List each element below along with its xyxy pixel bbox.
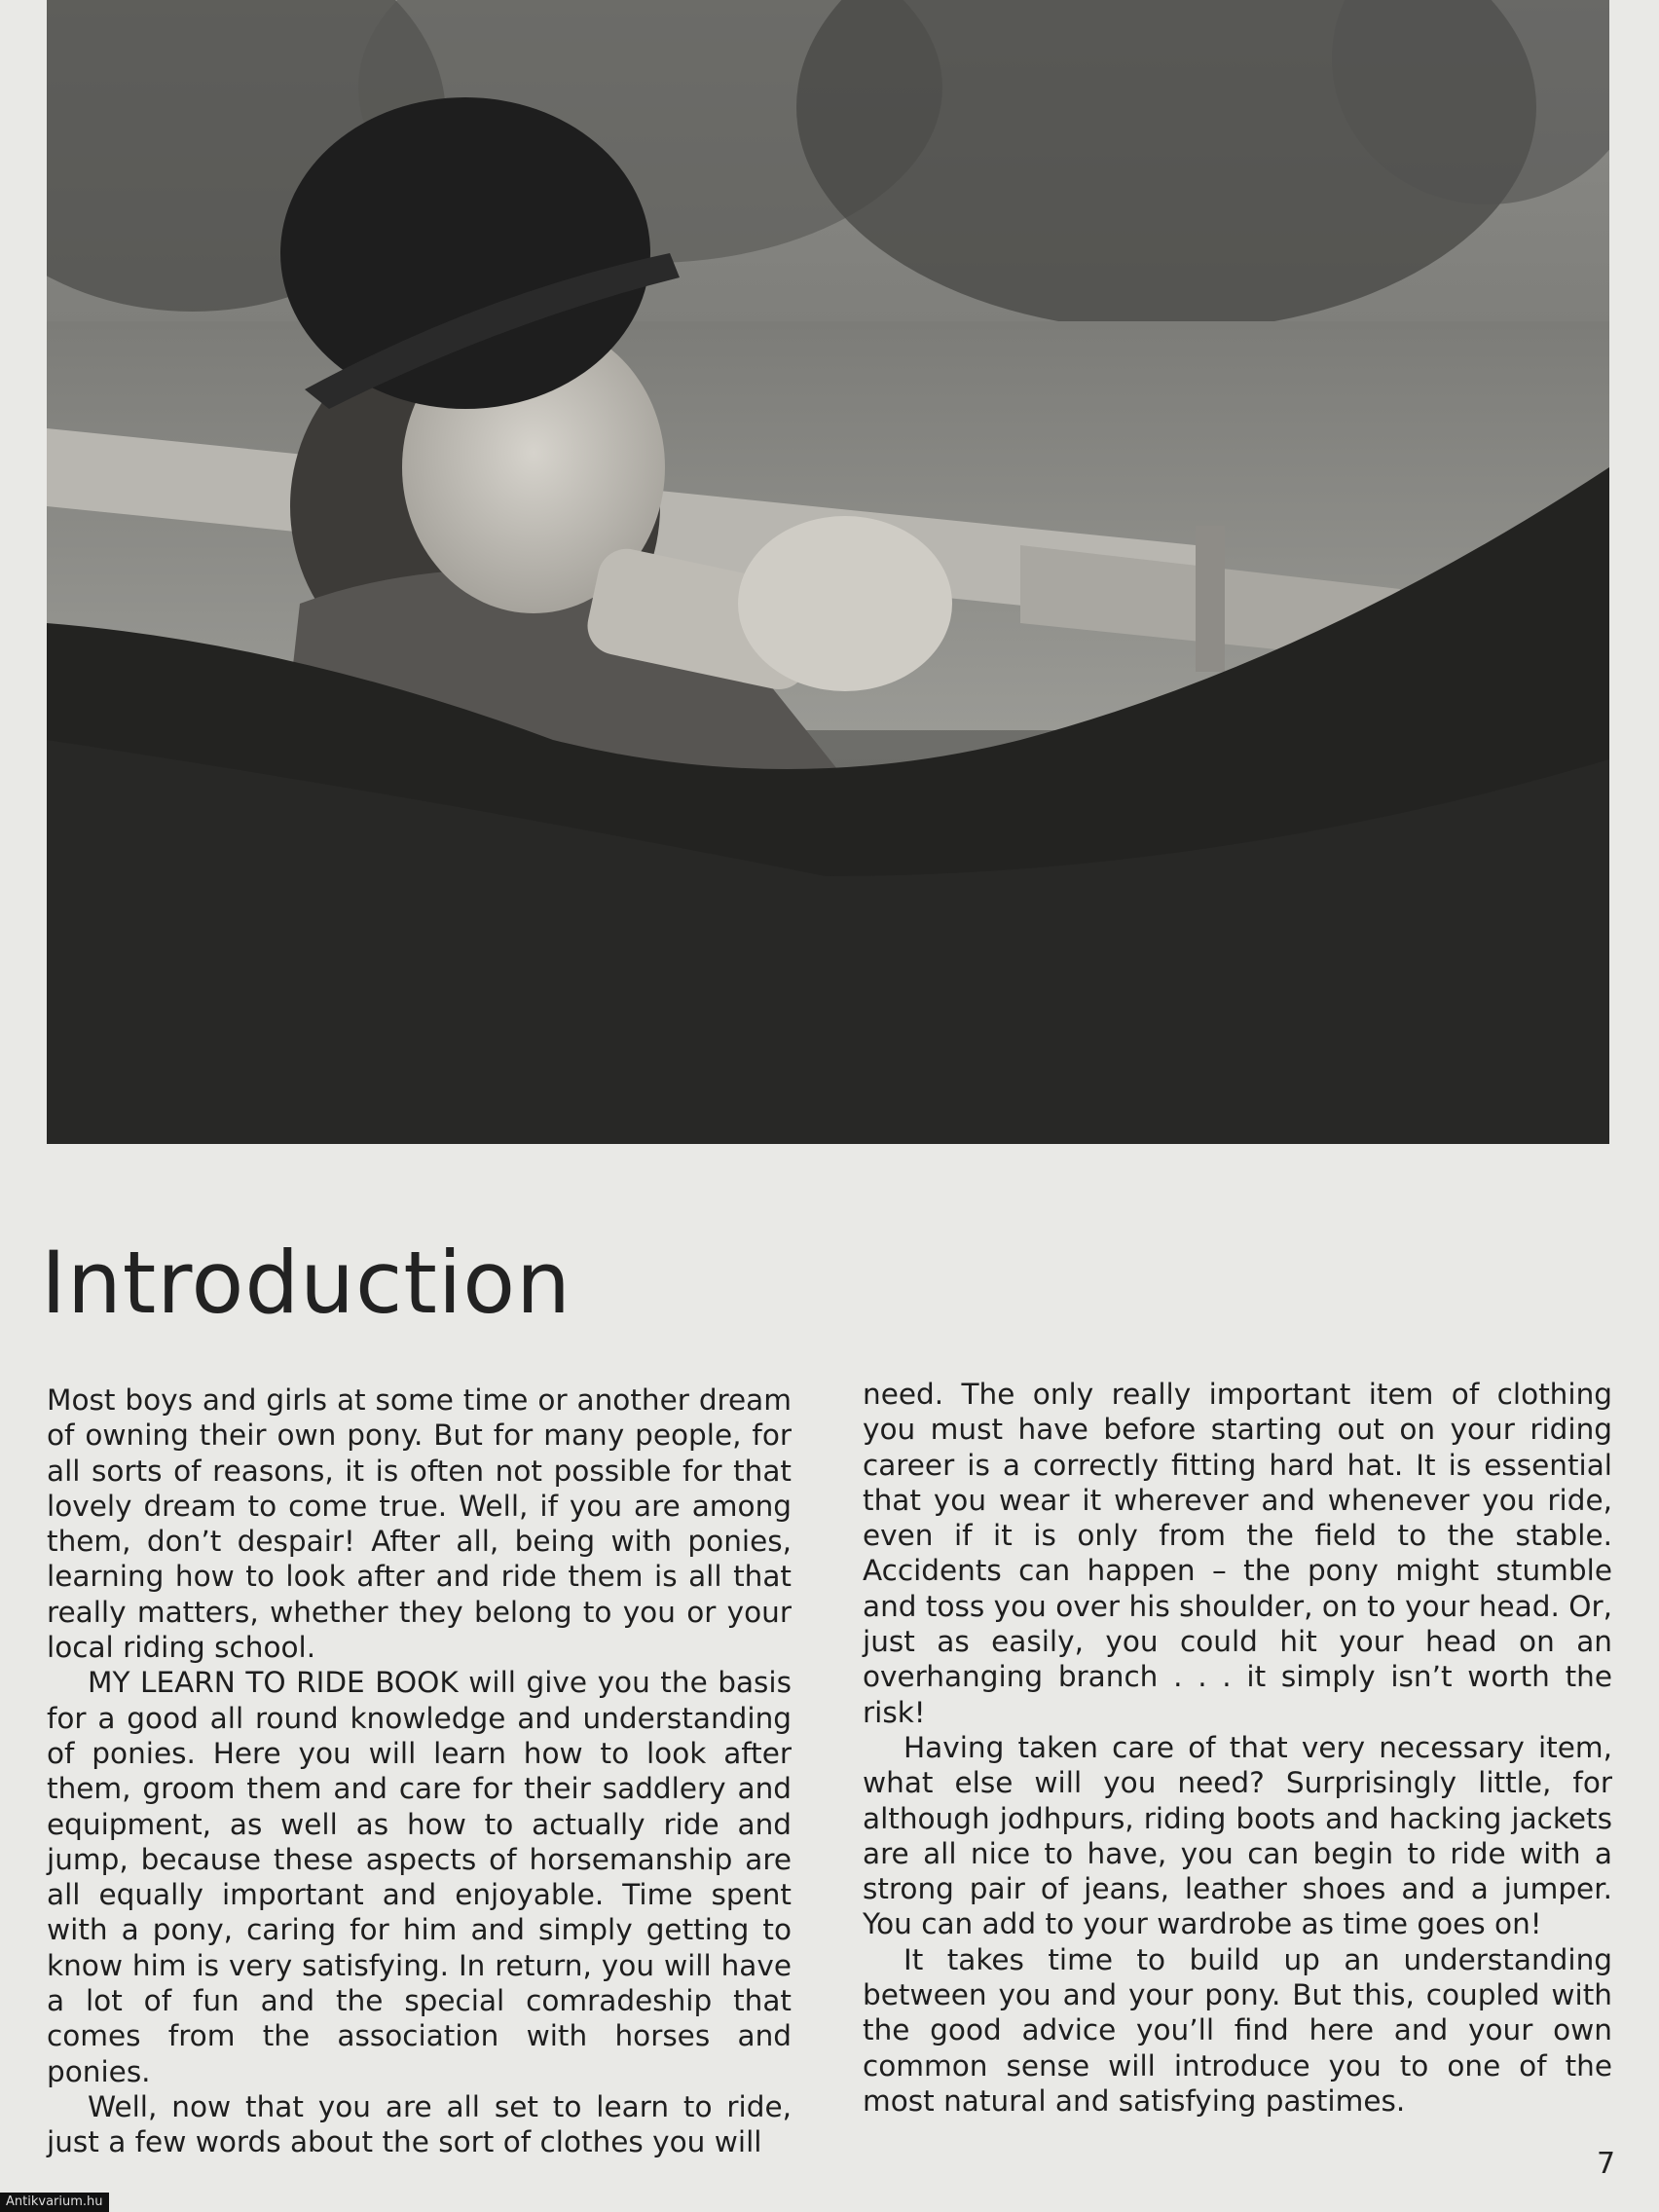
photo-image <box>47 0 1609 1144</box>
paragraph: It takes time to build up an understanding between you and your pony. But this, coupled with the good advice you’ll find here and your own common sense will introduce you to one of the most natural and satisfying pastimes. <box>863 1942 1612 2118</box>
watermark: Antikvarium.hu <box>0 2193 109 2212</box>
page-title: Introduction <box>41 1233 571 1333</box>
right-column <box>863 1377 1612 2119</box>
paragraph: need. The only really important item of clothing you must have before starting out on your riding career is a correctly fitting hard hat. It is essential that you wear it wherever and whenever you ride, even if it is only from the field to the stable. Accidents can happen – the pony might stumble and toss you over his shoulder, on to your head. Or, just as easily, you could hit your head on an overhanging branch . . . it simply isn’t worth the risk! <box>863 1378 1612 1729</box>
paragraph: Well, now that you are all set to learn to ride, just a few words about the sort of clothes you will <box>47 2089 792 2159</box>
paragraph: Most boys and girls at some time or another dream of owning their own pony. But for many people, for all sorts of reasons, it is often not possible for that lovely dream to come true. Well, if you are among them, don’t despair! After all, being with ponies, learning how to look after and ride them is all that really matters, whether they belong to you or your local riding school. <box>47 1383 792 1665</box>
girl-grooming-pony-photo <box>47 0 1609 1144</box>
page-number: 7 <box>1597 2147 1616 2181</box>
left-column <box>47 1382 792 2160</box>
paragraph: Having taken care of that very necessary item, what else will you need? Surprisingly little, for although jodhpurs, riding boots and hacking jackets are all nice to have, you can begin to ride with a strong pair of jeans, leather shoes and a jumper. You can add to your wardrobe as time goes on! <box>863 1730 1612 1941</box>
paragraph: MY LEARN TO RIDE BOOK will give you the basis for a good all round knowledge and understanding of ponies. Here you will learn how to look after them, groom them and care for their saddlery and equipment, as well as how to actually ride and jump, because these aspects of horsemanship are all equally important and enjoyable. Time spent with a pony, caring for him and simply getting to know him is very satisfying. In return, you will have a lot of fun and the special comradeship that comes from the association with horses and ponies. <box>47 1666 792 2088</box>
